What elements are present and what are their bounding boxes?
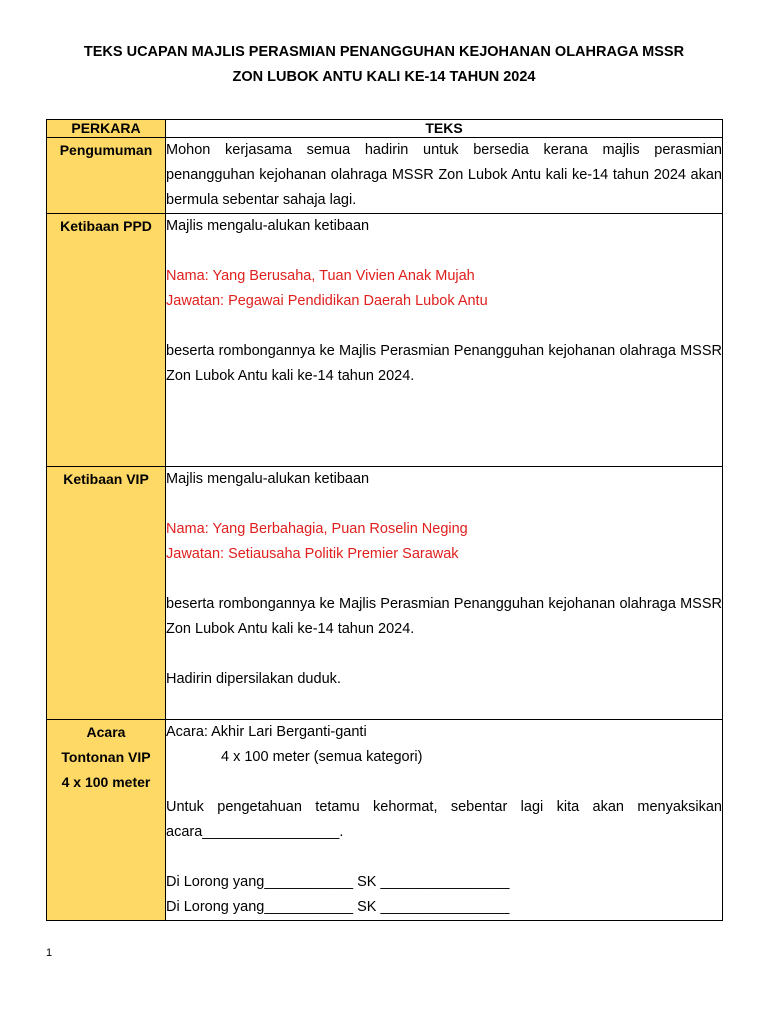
- vip-extra: Hadirin dipersilakan duduk.: [166, 671, 341, 687]
- speech-table: [46, 119, 723, 921]
- ppd-closing: beserta rombongannya ke Majlis Perasmian Penangguhan kejohanan olahraga MSSR Zon Lubok Antu kali ke-14 tahun 2024.: [166, 343, 722, 384]
- row-label-pengumuman: Pengumuman: [47, 138, 166, 214]
- header-perkara: PERKARA: [47, 120, 166, 138]
- acara-sub: 4 x 100 meter (semua kategori): [221, 749, 423, 765]
- row-text-pengumuman: [166, 138, 723, 214]
- vip-nama: Nama: Yang Berbahagia, Puan Roselin Neging: [166, 521, 468, 537]
- title-line-2: ZON LUBOK ANTU KALI KE-14 TAHUN 2024: [232, 69, 536, 85]
- row-text-ketibaan-ppd: [166, 214, 723, 467]
- acara-label-line-3: 4 x 100 meter: [61, 774, 151, 790]
- acara-info: Untuk pengetahuan tetamu kehormat, sebentar lagi kita akan menyaksikan acara_________________.: [166, 799, 722, 840]
- pengumuman-text: Mohon kerjasama semua hadirin untuk bersedia kerana majlis perasmian penangguhan kejohanan olahraga MSSR Zon Lubok Antu kali ke-14 tahun 2024 akan bermula sebentar sahaja lagi.: [166, 142, 722, 208]
- title-line-1: TEKS UCAPAN MAJLIS PERASMIAN PENANGGUHAN KEJOHANAN OLAHRAGA MSSR: [83, 44, 685, 60]
- table-row-ketibaan-vip: [47, 467, 723, 720]
- ppd-nama: Nama: Yang Berusaha, Tuan Vivien Anak Mujah: [166, 268, 475, 284]
- vip-jawatan: Jawatan: Setiausaha Politik Premier Sarawak: [166, 546, 459, 562]
- header-teks: TEKS: [166, 120, 723, 138]
- row-label-ketibaan-ppd: Ketibaan PPD: [47, 214, 166, 467]
- acara-name: Acara: Akhir Lari Berganti-ganti: [166, 724, 367, 740]
- row-text-ketibaan-vip: [166, 467, 723, 720]
- document-title: [48, 40, 720, 90]
- vip-closing: beserta rombongannya ke Majlis Perasmian Penangguhan kejohanan olahraga MSSR Zon Lubok Antu kali ke-14 tahun 2024.: [166, 596, 722, 637]
- page-number: 1: [46, 947, 53, 959]
- lorong-line-1: Di Lorong yang___________ SK ________________: [166, 874, 510, 890]
- table-row-pengumuman: [47, 138, 723, 214]
- row-label-acara: [47, 720, 166, 921]
- row-text-acara: [166, 720, 723, 921]
- table-row-acara: [47, 720, 723, 921]
- ppd-jawatan: Jawatan: Pegawai Pendidikan Daerah Lubok Antu: [166, 293, 488, 309]
- acara-label-line-1: Acara: [86, 724, 126, 740]
- row-label-ketibaan-vip: Ketibaan VIP: [47, 467, 166, 720]
- ppd-intro: Majlis mengalu-alukan ketibaan: [166, 218, 370, 234]
- vip-intro: Majlis mengalu-alukan ketibaan: [166, 471, 370, 487]
- lorong-line-2: Di Lorong yang___________ SK ________________: [166, 899, 510, 915]
- acara-label-line-2: Tontonan VIP: [61, 749, 151, 765]
- table-header-row: [47, 120, 723, 138]
- table-row-ketibaan-ppd: [47, 214, 723, 467]
